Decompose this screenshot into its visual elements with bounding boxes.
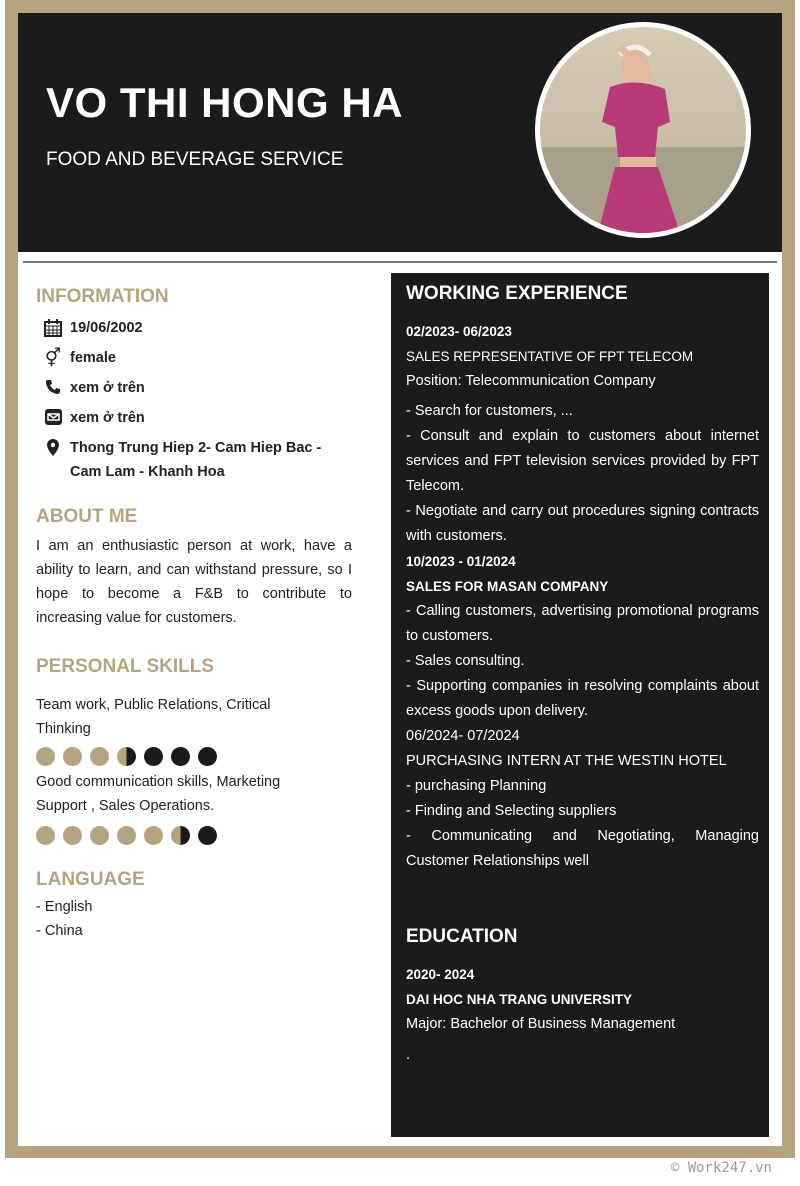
about-heading: ABOUT ME bbox=[36, 506, 138, 527]
job-position: Position: Telecommunication Company bbox=[406, 373, 656, 389]
rating-dot bbox=[90, 747, 109, 766]
rating-dot bbox=[117, 826, 136, 845]
job-detail: - purchasing Planning bbox=[406, 778, 547, 794]
phone-icon bbox=[36, 376, 70, 395]
job-detail: - Communicating and Negotiating, Managing Customer Relationships well bbox=[406, 828, 759, 869]
header bbox=[18, 13, 782, 252]
left-column bbox=[36, 286, 352, 943]
education-school: DAI HOC NHA TRANG UNIVERSITY bbox=[406, 992, 633, 1007]
job-detail: - Consult and explain to customers about internet services and FPT television services provided by FPT Telecom. bbox=[406, 428, 759, 494]
info-gender bbox=[36, 346, 352, 370]
skill-text: Good communication skills, Marketing Support , Sales Operations. bbox=[36, 774, 281, 814]
job-period: 10/2023 - 01/2024 bbox=[406, 554, 516, 569]
experience-heading: WORKING EXPERIENCE bbox=[406, 283, 628, 304]
info-phone bbox=[36, 376, 352, 400]
job-detail: - Calling customers, advertising promotional programs to customers. bbox=[406, 603, 759, 644]
job-detail: - Negotiate and carry out procedures signing contracts with customers. bbox=[406, 503, 759, 544]
job-company: SALES REPRESENTATIVE OF FPT TELECOM bbox=[406, 349, 694, 364]
rating-dot bbox=[198, 826, 217, 845]
education-heading: EDUCATION bbox=[406, 926, 518, 947]
rating-dot bbox=[90, 826, 109, 845]
gender-icon: ⚥ bbox=[44, 348, 62, 368]
email-icon bbox=[36, 406, 70, 425]
rating-dot bbox=[117, 747, 136, 766]
job-period: 06/2024- 07/2024 bbox=[406, 728, 520, 744]
rating-dot bbox=[171, 826, 190, 845]
skill-text: Team work, Public Relations, Critical Thinking bbox=[36, 697, 271, 737]
about-text: I am an enthusiastic person at work, have a ability to learn, and can withstand pressure, so I hope to become a F&B to contribute to increasing value for customers. bbox=[36, 538, 352, 626]
info-email bbox=[36, 406, 352, 430]
job-detail: - Search for customers, ... bbox=[406, 403, 573, 419]
language-item: - English bbox=[36, 899, 93, 915]
gender: female bbox=[70, 350, 116, 366]
job-detail: - Sales consulting. bbox=[406, 653, 525, 669]
rating-dot bbox=[36, 826, 55, 845]
rating-dot bbox=[36, 747, 55, 766]
right-column bbox=[391, 273, 769, 1137]
avatar bbox=[535, 22, 751, 238]
skill-rating bbox=[36, 826, 352, 845]
cv-page bbox=[18, 13, 782, 1146]
watermark: © Work247.vn bbox=[670, 1160, 772, 1176]
info-address bbox=[36, 436, 352, 484]
skills-heading: PERSONAL SKILLS bbox=[36, 656, 215, 677]
birthdate: 19/06/2002 bbox=[70, 320, 143, 336]
rating-dot bbox=[171, 747, 190, 766]
job-company: SALES FOR MASAN COMPANY bbox=[406, 579, 609, 594]
rating-dot bbox=[198, 747, 217, 766]
education-major: Major: Bachelor of Business Management bbox=[406, 1016, 676, 1032]
job-detail: - Supporting companies in resolving complaints about excess goods upon delivery. bbox=[406, 678, 759, 719]
info-birthdate bbox=[36, 316, 352, 340]
job-title: FOOD AND BEVERAGE SERVICE bbox=[46, 149, 344, 170]
divider bbox=[23, 261, 777, 263]
language-item: - China bbox=[36, 923, 83, 939]
job-detail: - Finding and Selecting suppliers bbox=[406, 803, 617, 819]
calendar-icon bbox=[36, 316, 70, 337]
job-period: 02/2023- 06/2023 bbox=[406, 324, 512, 339]
rating-dot bbox=[63, 747, 82, 766]
rating-dot bbox=[144, 747, 163, 766]
skill-rating bbox=[36, 747, 352, 766]
job-company: PURCHASING INTERN AT THE WESTIN HOTEL bbox=[406, 753, 727, 769]
rating-dot bbox=[144, 826, 163, 845]
information-heading: INFORMATION bbox=[36, 286, 169, 307]
location-icon bbox=[36, 436, 70, 456]
rating-dot bbox=[63, 826, 82, 845]
education-note: . bbox=[406, 1047, 411, 1063]
email: xem ở trên bbox=[70, 410, 145, 426]
education-period: 2020- 2024 bbox=[406, 967, 475, 982]
address: Thong Trung Hiep 2- Cam Hiep Bac - Cam Lam - Khanh Hoa bbox=[70, 440, 322, 480]
phone: xem ở trên bbox=[70, 380, 145, 396]
candidate-name: VO THI HONG HA bbox=[46, 79, 404, 126]
language-heading: LANGUAGE bbox=[36, 869, 145, 890]
